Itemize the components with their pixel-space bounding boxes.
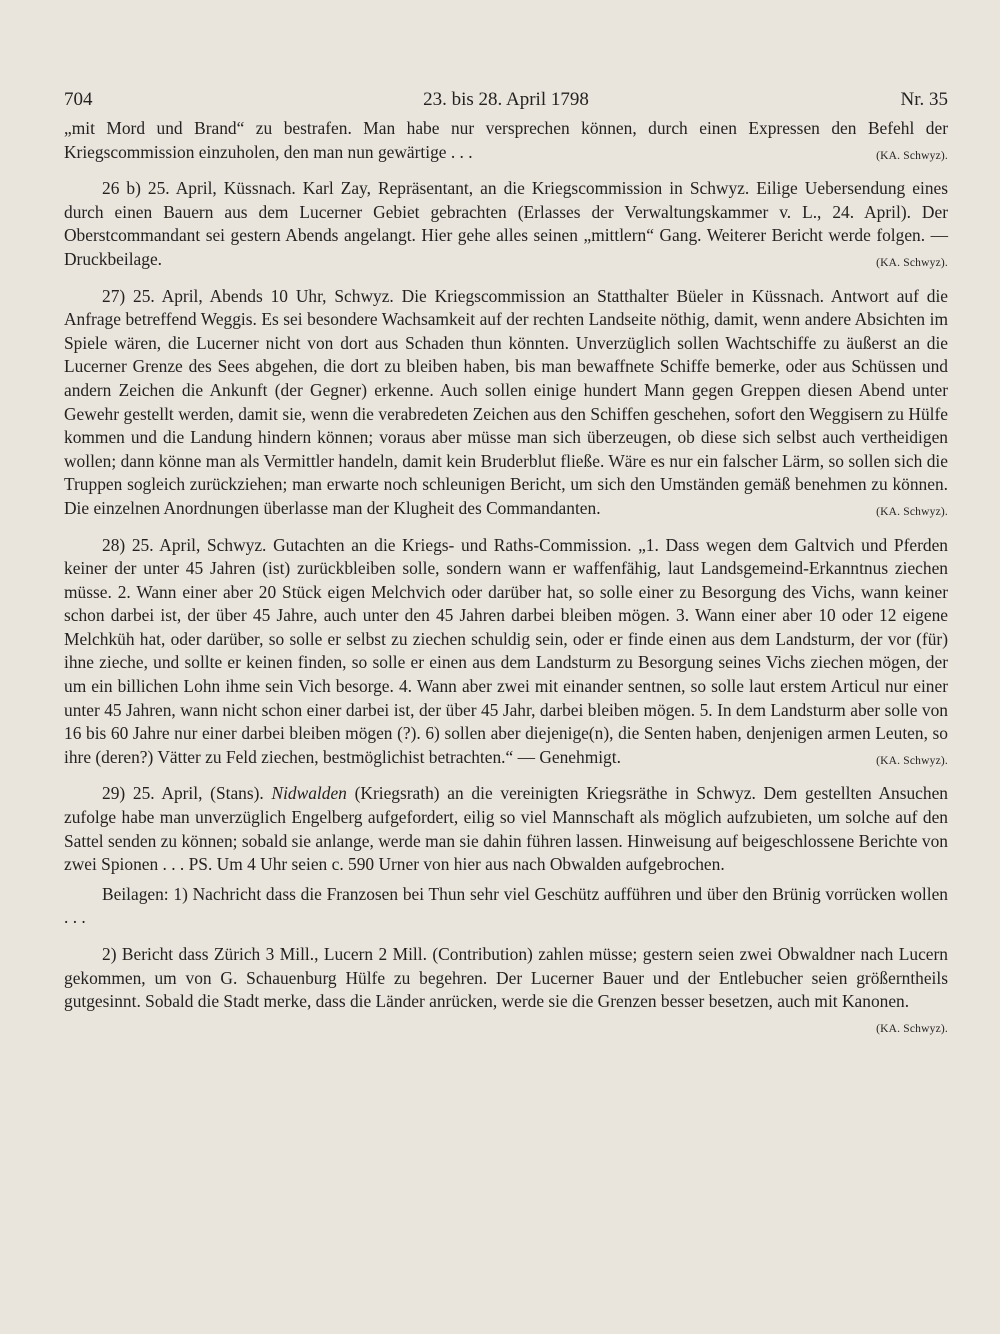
paragraph-text: „mit Mord und Brand“ zu bestrafen. Man habe nur versprechen können, durch einen Expressen den Befehl der Kriegscommission einzuholen, den man nun gewärtige . . . [64, 118, 948, 162]
paragraph-text-start: 29) 25. April, (Stans). [102, 783, 272, 804]
attachment-2-paragraph [64, 943, 948, 1035]
source-citation: (KA. Schwyz). [876, 754, 948, 767]
paragraph-text-end: (Kriegsrath) an die vereinigten Kriegsräthe in Schwyz. Dem gestellten Ansuchen zufolge habe man unverzüglich Engelberg aufgefordert, eilig so viel Mannschaft als möglich aufzubieten, um solche auf den Sattel senden zu können; sobald sie anlange, werde man sie dahin führen lassen. Hinweisung auf beigeschlossene Berichte von zwei Spionen . . . PS. Um 4 Uhr seien c. 590 Urner von hier aus nach Obwalden aufgebrochen. [64, 783, 948, 875]
paragraph-text: 2) Bericht dass Zürich 3 Mill., Lucern 2 Mill. (Contribution) zahlen müsse; gestern seien zwei Obwaldner nach Lucern gekommen, um von G. Schauenburg Hülfe zu begehren. Der Lucerner Bauer und der Entlebucher seien größerntheils gutgesinnt. Sobald die Stadt merke, dass die Länder anrücken, werde sie die Grenzen besser besetzen, auch mit Kanonen. [64, 944, 948, 1012]
source-citation: (KA. Schwyz). [876, 149, 948, 162]
running-header [64, 88, 948, 112]
source-citation: (KA. Schwyz). [876, 505, 948, 518]
paragraph-text: 27) 25. April, Abends 10 Uhr, Schwyz. Die Kriegscommission an Statthalter Büeler in Küssnach. Antwort auf die Anfrage betreffend Weggis. Es sei besondere Wachsamkeit auf der rechten Landseite nöthig, damit, wenn andere Absichten im Spiele wären, die Lucerner nicht von dort aus Schaden thun könnten. Unverzüglich sollen Wachtschiffe zu äußerst an die Lucerner Grenze des Sees abgehen, die dort zu bleiben haben, bis man bewaffnete Schiffe bemerke, oder aus Schüssen und andern Zeichen die Ankunft (der Gegner) erkenne. Auch sollen einige hundert Mann gegen Greppen diesen Abend unter Gewehr gestellt werden, damit sie, wenn die verabredeten Zeichen aus den Schiffen geschehen, sofort den Weggisern zu Hülfe kommen und die Landung hindern können; voraus aber müsse man sich überzeugen, ob diese sich selbst auch vertheidigen wollen; dann könne man als Vermittler handeln, damit kein Bruderblut fließe. Wäre es nur ein falscher Lärm, so sollen sich die Truppen sogleich zurückziehen; man erwarte noch schleunigen Bericht, um sich den Umständen gemäß benehmen zu können. Die einzelnen Anordnungen überlasse man der Klugheit des Commandanten. [64, 285, 948, 518]
paragraph-text-italic: Nidwalden [271, 783, 347, 804]
entry-28 [64, 534, 948, 770]
paragraph-text: Beilagen: 1) Nachricht dass die Franzosen bei Thun sehr viel Geschütz aufführen und über den Brünig vorrücken wollen . . . [64, 883, 948, 928]
paragraph-text: 28) 25. April, Schwyz. Gutachten an die Kriegs- und Raths-Commission. „1. Dass wegen dem Galtvich und Pferden keiner der unter 45 Jahren (ist) zurückbleiben solle, sondern wann er waffenfähig, laut Landsgemeind-Erkanntnus ziechen müsse. 2. Wann einer aber 20 Stück eigen Melchvich oder darüber hat, so solle einer zu Besorgung des Vichs, wann keiner schon darbei ist, der über 45 Jahre, auch unter den 45 Jahren darbei bleiben mögen. 3. Wann einer aber 10 oder 12 eigene Melchküh hat, oder darüber, so solle er selbst zu ziechen schuldig sein, oder er finde einen aus dem Landsturm, der vor (für) ihne zieche, und sollte er keinen finden, so solle er einen aus dem Landsturm zu Besorgung seines Vichs ziechen mögen, der um ein billichen Lohn ihme sein Vich besorge. 4. Wann aber zwei mit einander sentnen, so solle laut erstem Articul nur einer unter 45 Jahren, wann nicht schon einer darbei ist, der über 45 Jahr, darbei bleiben mögen. 5. In dem Landsturm aber solle von 16 bis 60 Jahre nur einer darbei bleiben mögen (?). 6) sollen aber diejenige(n), die Senten haben, denjenigen armen Leuten, so ihre (deren?) Vätter zu Feld ziechen, bestmöglichist betrachten.“ — Genehmigt. [64, 534, 948, 767]
attachments-paragraph [64, 883, 948, 930]
date-range-heading: 23. bis 28. April 1798 [423, 89, 589, 110]
source-citation: (KA. Schwyz). [876, 1022, 948, 1035]
paragraph-text: 26 b) 25. April, Küssnach. Karl Zay, Repräsentant, an die Kriegscommission in Schwyz. Eilige Uebersendung eines durch einen Bauern aus dem Lucerner Gebiet gebrachten (Erlasses der Verwaltungskammer v. L., 24. April). Der Oberstcommandant sei gestern Abends angelangt. Hier gehe alles seinen „mittlern“ Gang. Weiterer Bericht werde folgen. — Druckbeilage. [64, 178, 948, 269]
entry-29 [64, 782, 948, 876]
body-text [64, 117, 948, 1041]
paragraph-continuation [64, 117, 948, 164]
source-citation: (KA. Schwyz). [876, 256, 948, 269]
document-number: Nr. 35 [900, 89, 948, 110]
entry-27 [64, 285, 948, 521]
entry-26b [64, 177, 948, 271]
page-number: 704 [64, 89, 93, 110]
